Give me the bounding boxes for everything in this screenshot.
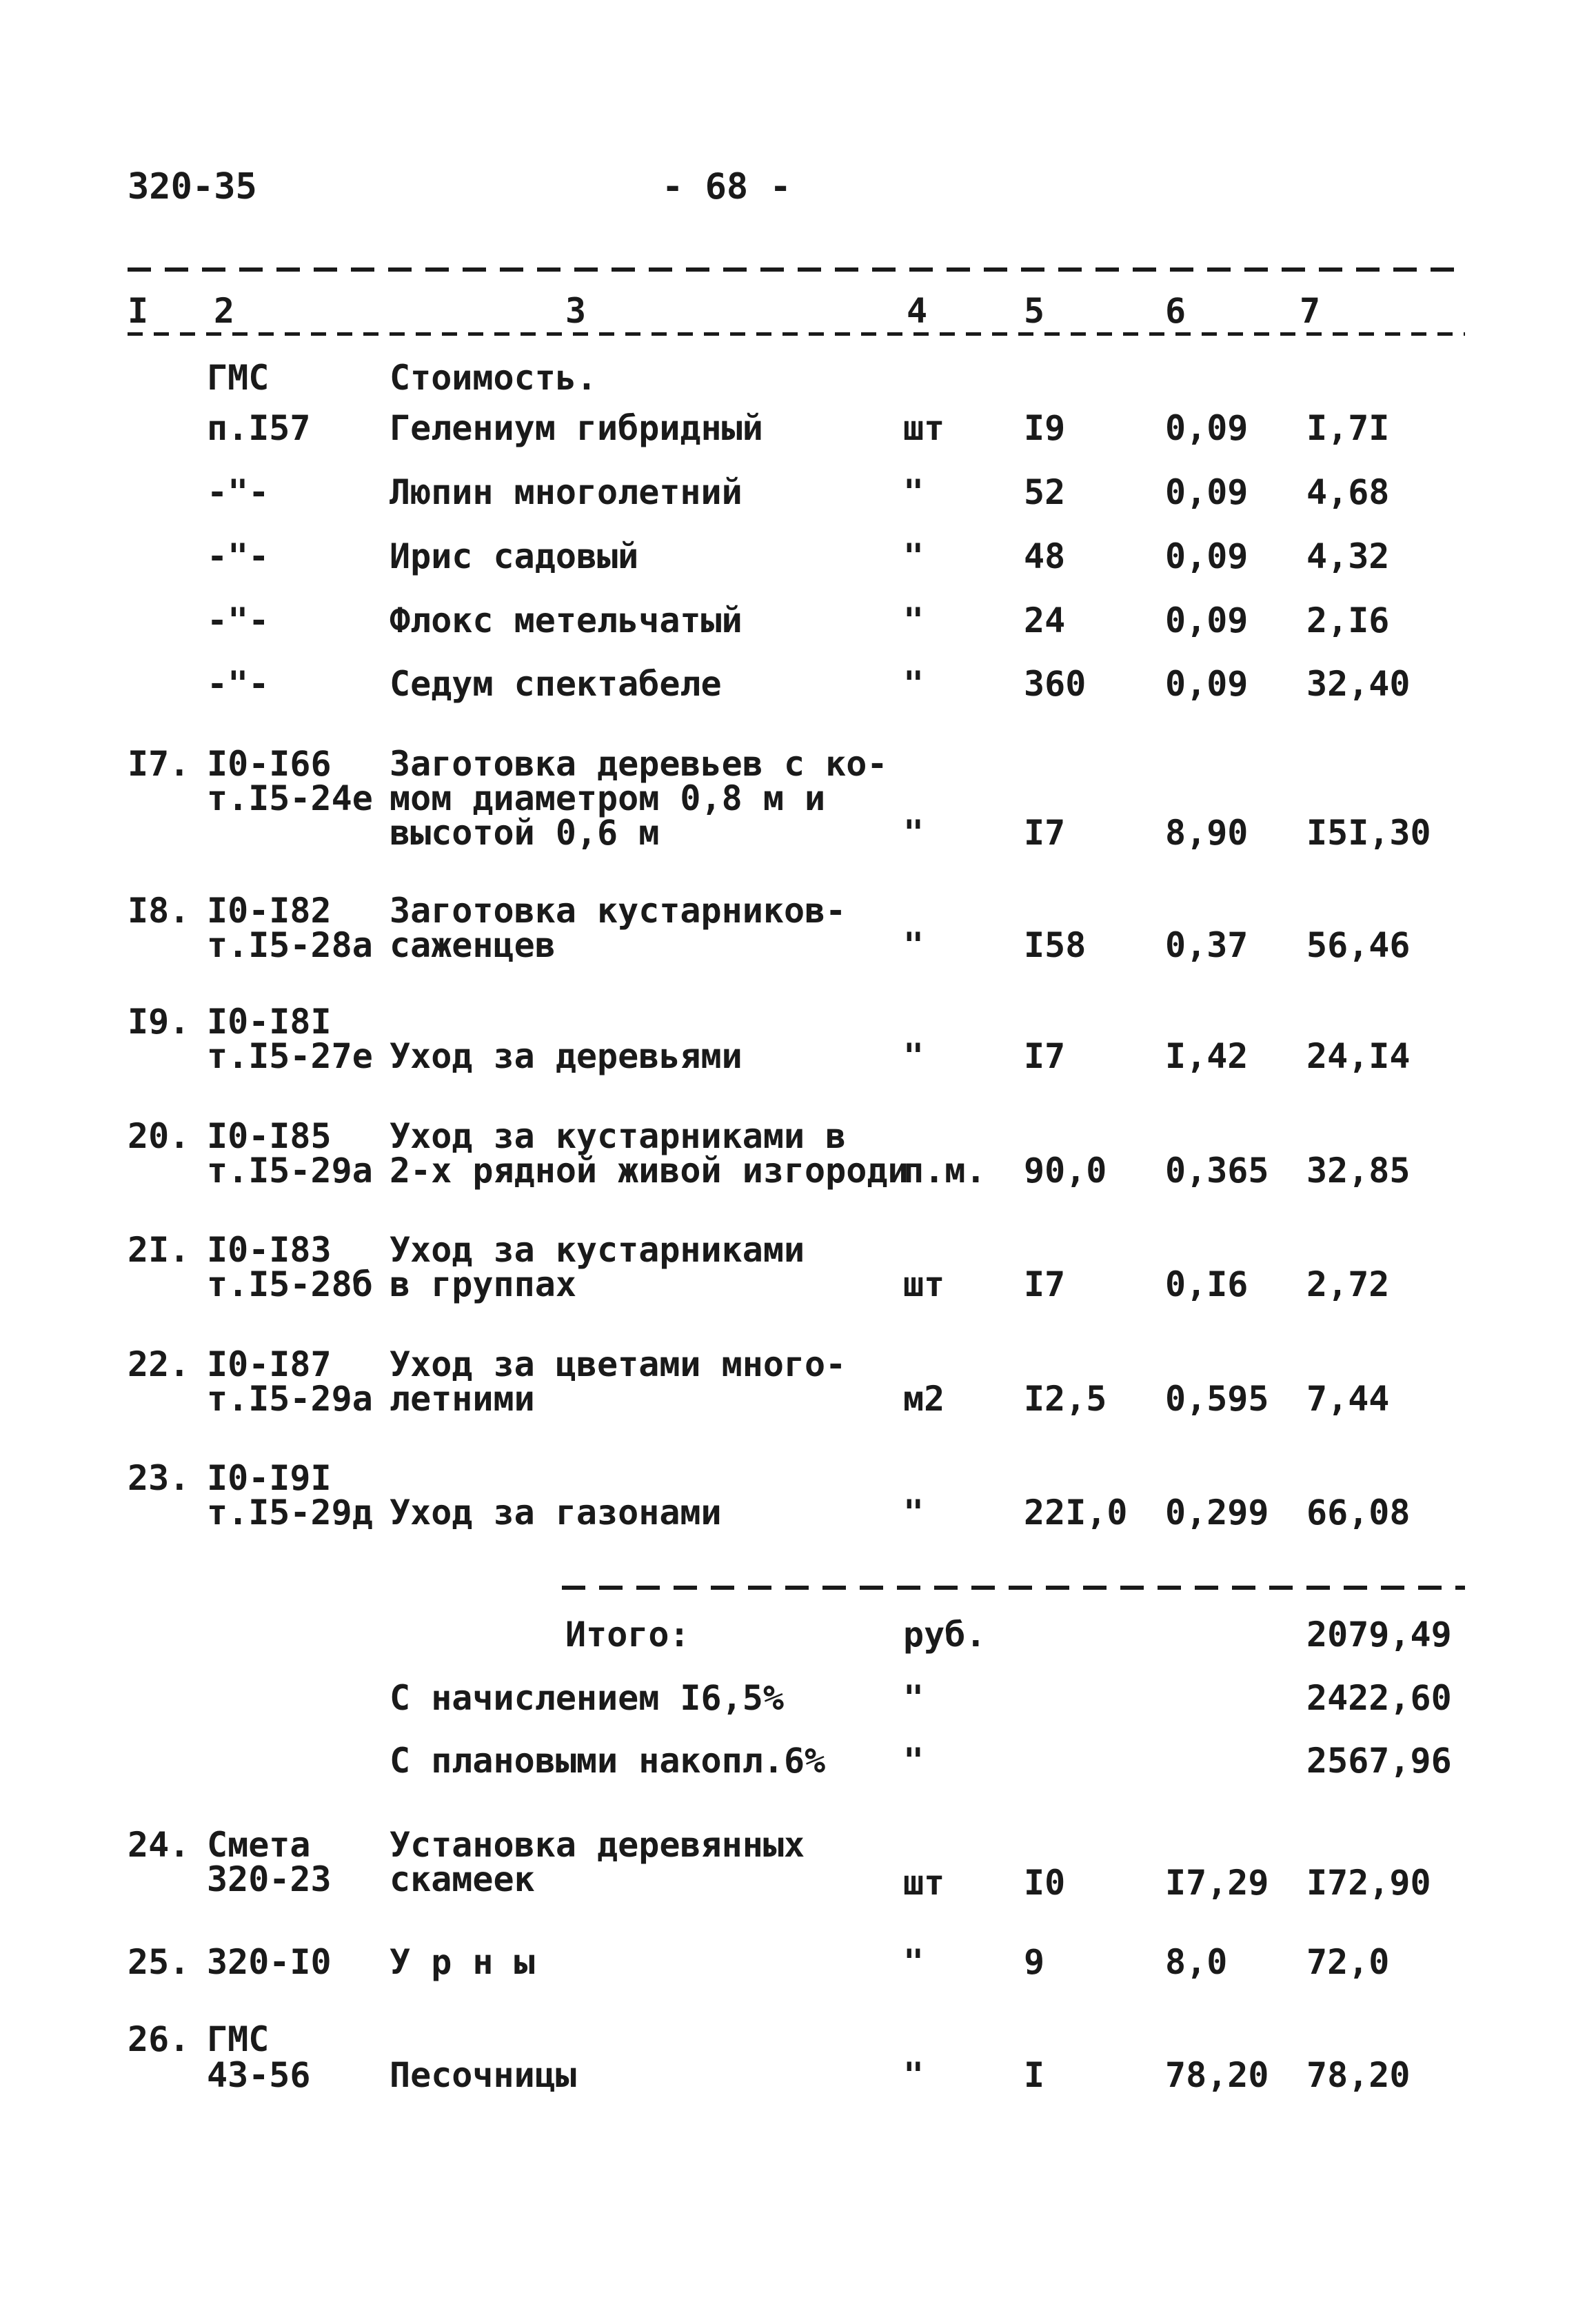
row-unit: " bbox=[903, 1036, 925, 1076]
row-price: 0,09 bbox=[1165, 600, 1249, 640]
row-code: I0-I9I bbox=[207, 1458, 332, 1498]
column-number: 6 bbox=[1165, 291, 1186, 331]
row-quantity: I7 bbox=[1024, 1264, 1066, 1304]
row-description: Заготовка деревьев с ко- bbox=[390, 744, 888, 784]
totals-unit: " bbox=[903, 1741, 925, 1781]
row-unit: " bbox=[903, 813, 925, 853]
row-sum: 24,I4 bbox=[1306, 1036, 1411, 1076]
row-sum: 32,85 bbox=[1306, 1151, 1411, 1191]
totals-label: С плановыми накопл.6% bbox=[390, 1741, 826, 1781]
column-header-divider bbox=[128, 332, 1465, 336]
row-price: 0,09 bbox=[1165, 472, 1249, 512]
row-description: летними bbox=[390, 1379, 535, 1419]
row-code: ГМС bbox=[207, 2019, 270, 2059]
row-sum: 72,0 bbox=[1306, 1942, 1390, 1982]
row-sum: 56,46 bbox=[1306, 925, 1411, 965]
section-title: Стоимость. bbox=[390, 358, 598, 398]
row-quantity: 48 bbox=[1024, 536, 1066, 576]
row-description: скамеек bbox=[390, 1859, 535, 1899]
row-code: I0-I87 bbox=[207, 1344, 332, 1384]
row-unit: " bbox=[903, 925, 925, 965]
row-sum: I5I,30 bbox=[1306, 813, 1431, 853]
row-sum: 32,40 bbox=[1306, 664, 1411, 704]
row-code: 320-23 bbox=[207, 1859, 332, 1899]
row-code: I0-I83 bbox=[207, 1230, 332, 1270]
row-description: саженцев bbox=[390, 925, 556, 965]
row-sum: 4,68 bbox=[1306, 472, 1390, 512]
row-number: 24. bbox=[128, 1825, 190, 1865]
row-code: т.I5-27е bbox=[207, 1036, 373, 1076]
row-sum: 4,32 bbox=[1306, 536, 1390, 576]
totals-unit: руб. bbox=[903, 1615, 987, 1655]
row-sum: 2,I6 bbox=[1306, 600, 1390, 640]
row-description: 2-х рядной живой изгороди bbox=[390, 1151, 909, 1191]
row-price: 0,09 bbox=[1165, 536, 1249, 576]
row-description: мом диаметром 0,8 м и bbox=[390, 778, 826, 818]
top-divider bbox=[128, 267, 1465, 272]
row-sum: 7,44 bbox=[1306, 1379, 1390, 1419]
document-code: 320-35 bbox=[128, 166, 257, 208]
row-unit: " bbox=[903, 472, 925, 512]
row-quantity: I9 bbox=[1024, 408, 1066, 448]
row-description: Уход за кустарниками bbox=[390, 1230, 805, 1270]
row-code: -"- bbox=[207, 536, 270, 576]
row-number: 25. bbox=[128, 1942, 190, 1982]
row-quantity: 9 bbox=[1024, 1942, 1045, 1982]
row-quantity: I7 bbox=[1024, 813, 1066, 853]
row-code: I0-I66 bbox=[207, 744, 332, 784]
row-price: I7,29 bbox=[1165, 1863, 1269, 1903]
row-price: I,42 bbox=[1165, 1036, 1249, 1076]
row-sum: 66,08 bbox=[1306, 1493, 1411, 1533]
row-price: 8,90 bbox=[1165, 813, 1249, 853]
column-number: 4 bbox=[907, 291, 928, 331]
row-description: в группах bbox=[390, 1264, 576, 1304]
row-price: 8,0 bbox=[1165, 1942, 1228, 1982]
row-description: Песочницы bbox=[390, 2055, 576, 2095]
row-description: Уход за цветами много- bbox=[390, 1344, 847, 1384]
row-description: Уход за кустарниками в bbox=[390, 1116, 847, 1156]
column-number: 2 bbox=[214, 291, 235, 331]
row-number: 23. bbox=[128, 1458, 190, 1498]
row-code: т.I5-28б bbox=[207, 1264, 373, 1304]
row-code: т.I5-24е bbox=[207, 778, 373, 818]
row-code: 43-56 bbox=[207, 2055, 311, 2095]
row-description: У р н ы bbox=[390, 1942, 535, 1982]
row-price: 0,37 bbox=[1165, 925, 1249, 965]
row-quantity: I0 bbox=[1024, 1863, 1066, 1903]
row-description: Флокс метельчатый bbox=[390, 600, 743, 640]
row-code: т.I5-28а bbox=[207, 925, 373, 965]
row-code: I0-I82 bbox=[207, 891, 332, 931]
row-price: 0,09 bbox=[1165, 408, 1249, 448]
row-code: -"- bbox=[207, 664, 270, 704]
totals-divider bbox=[562, 1586, 1465, 1590]
section-code: ГМС bbox=[207, 358, 270, 398]
row-unit: " bbox=[903, 664, 925, 704]
row-unit: шт bbox=[903, 1264, 945, 1304]
row-unit: " bbox=[903, 1493, 925, 1533]
row-quantity: I58 bbox=[1024, 925, 1087, 965]
row-quantity: 360 bbox=[1024, 664, 1087, 704]
totals-sum: 2422,60 bbox=[1306, 1678, 1452, 1718]
row-description: Уход за газонами bbox=[390, 1493, 722, 1533]
row-price: 0,I6 bbox=[1165, 1264, 1249, 1304]
row-unit: " bbox=[903, 536, 925, 576]
row-unit: " bbox=[903, 600, 925, 640]
row-code: -"- bbox=[207, 600, 270, 640]
row-quantity: I2,5 bbox=[1024, 1379, 1107, 1419]
row-description: Люпин многолетний bbox=[390, 472, 743, 512]
row-code: I0-I85 bbox=[207, 1116, 332, 1156]
totals-sum: 2079,49 bbox=[1306, 1615, 1452, 1655]
row-description: высотой 0,6 м bbox=[390, 813, 660, 853]
row-description: Уход за деревьями bbox=[390, 1036, 743, 1076]
row-code: т.I5-29д bbox=[207, 1493, 373, 1533]
totals-unit: " bbox=[903, 1678, 925, 1718]
row-price: 0,09 bbox=[1165, 664, 1249, 704]
totals-label: Итого: bbox=[565, 1615, 690, 1655]
row-number: 20. bbox=[128, 1116, 190, 1156]
row-description: Установка деревянных bbox=[390, 1825, 805, 1865]
row-number: I9. bbox=[128, 1002, 190, 1042]
row-sum: I72,90 bbox=[1306, 1863, 1431, 1903]
column-number: 7 bbox=[1300, 291, 1321, 331]
row-code: Смета bbox=[207, 1825, 311, 1865]
totals-label: С начислением I6,5% bbox=[390, 1678, 784, 1718]
row-number: 26. bbox=[128, 2019, 190, 2059]
row-quantity: I bbox=[1024, 2055, 1045, 2095]
row-sum: 78,20 bbox=[1306, 2055, 1411, 2095]
row-description: Седум спектабеле bbox=[390, 664, 722, 704]
row-price: 0,299 bbox=[1165, 1493, 1269, 1533]
row-unit: " bbox=[903, 2055, 925, 2095]
row-quantity: I7 bbox=[1024, 1036, 1066, 1076]
row-price: 0,365 bbox=[1165, 1151, 1269, 1191]
column-number: 3 bbox=[565, 291, 587, 331]
row-quantity: 52 bbox=[1024, 472, 1066, 512]
row-quantity: 90,0 bbox=[1024, 1151, 1107, 1191]
row-quantity: 24 bbox=[1024, 600, 1066, 640]
row-description: Ирис садовый bbox=[390, 536, 639, 576]
row-code: 320-I0 bbox=[207, 1942, 332, 1982]
row-number: I7. bbox=[128, 744, 190, 784]
column-number: I bbox=[128, 291, 149, 331]
row-unit: п.м. bbox=[903, 1151, 987, 1191]
row-sum: 2,72 bbox=[1306, 1264, 1390, 1304]
row-unit: " bbox=[903, 1942, 925, 1982]
totals-sum: 2567,96 bbox=[1306, 1741, 1452, 1781]
row-code: п.I57 bbox=[207, 408, 311, 448]
row-number: I8. bbox=[128, 891, 190, 931]
row-description: Заготовка кустарников- bbox=[390, 891, 847, 931]
row-price: 0,595 bbox=[1165, 1379, 1269, 1419]
row-price: 78,20 bbox=[1165, 2055, 1269, 2095]
page-number: - 68 - bbox=[662, 166, 791, 208]
row-number: 22. bbox=[128, 1344, 190, 1384]
column-number: 5 bbox=[1024, 291, 1045, 331]
row-unit: м2 bbox=[903, 1379, 945, 1419]
row-sum: I,7I bbox=[1306, 408, 1390, 448]
row-number: 2I. bbox=[128, 1230, 190, 1270]
row-code: т.I5-29а bbox=[207, 1379, 373, 1419]
row-quantity: 22I,0 bbox=[1024, 1493, 1128, 1533]
row-code: т.I5-29а bbox=[207, 1151, 373, 1191]
row-unit: шт bbox=[903, 1863, 945, 1903]
row-code: I0-I8I bbox=[207, 1002, 332, 1042]
row-description: Гелениум гибридный bbox=[390, 408, 763, 448]
row-code: -"- bbox=[207, 472, 270, 512]
row-unit: шт bbox=[903, 408, 945, 448]
